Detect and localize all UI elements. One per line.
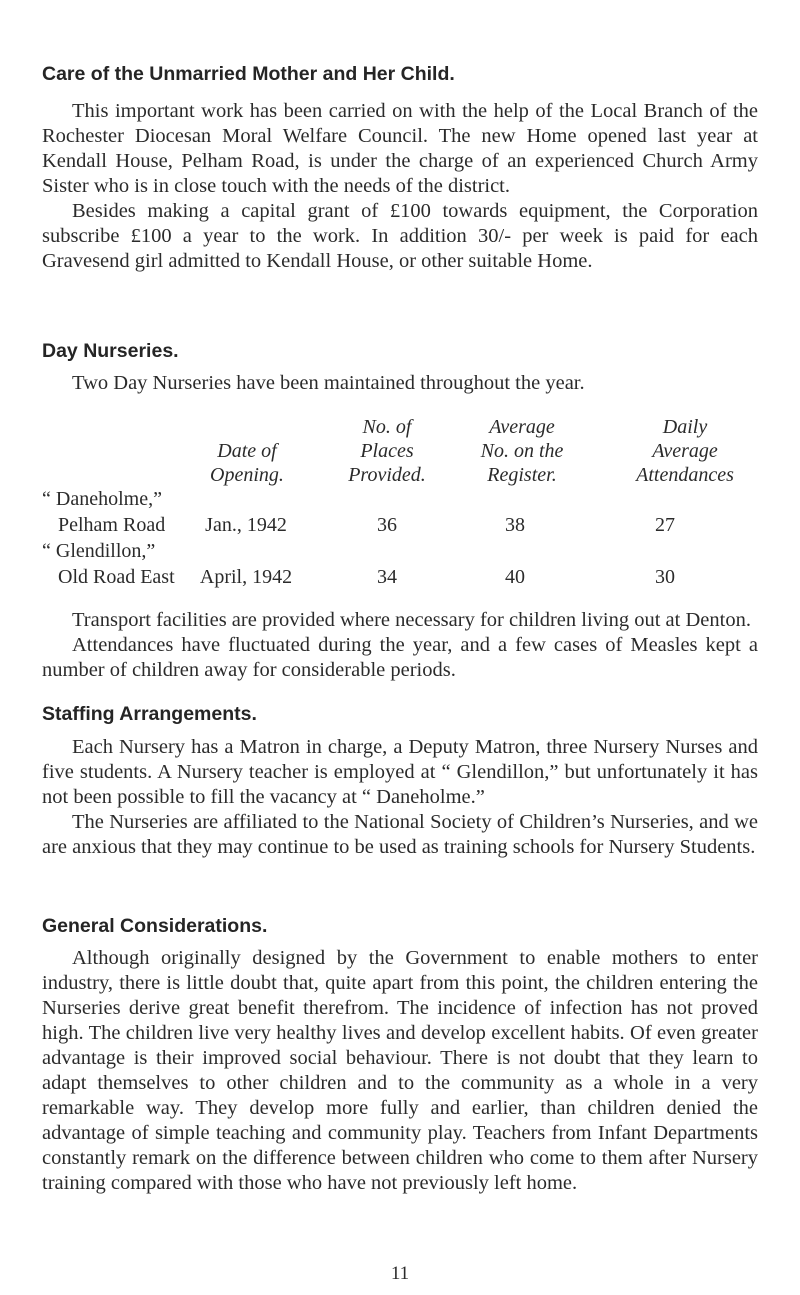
row1-name-line2: Pelham Road [58, 514, 166, 536]
col-header-average-line1: Average [489, 416, 555, 438]
col-header-date-line2: Opening. [210, 464, 284, 486]
page-number: 11 [390, 1263, 410, 1284]
row2-date: April, 1942 [199, 566, 293, 588]
col-header-average-line2: No. on the [480, 440, 564, 462]
row1-places: 36 [377, 514, 397, 536]
staffing-heading: Staffing Arrangements. [42, 703, 257, 725]
row2-name-line2: Old Road East [58, 566, 175, 588]
col-header-places-line3: Provided. [348, 464, 426, 486]
row1-date: Jan., 1942 [205, 514, 287, 536]
day-nurseries-body [42, 371, 758, 396]
general-heading: General Considerations. [42, 915, 268, 937]
row2-daily: 30 [655, 566, 675, 588]
row1-name-line1: “ Daneholme,” [42, 488, 162, 510]
general-paragraph: Although originally designed by the Government to enable mothers to enter industry, there is little doubt that, quite apart from this point, the children entering the Nurseries derive great benefit therefrom. The incidence of infection has not proved high. The children live very healthy lives and develop excellent habits. Of even greater advantage is their improved social behaviour. There is not doubt that they learn to adapt themselves to other children and to the community as a whole in a very remarkable way. They develop more fully and earlier, than children denied the advantage of simple teaching and community play. Teachers from Infant Departments constantly remark on the difference between children who come to them after Nursery training compared with those who have not previously left home. [42, 947, 758, 1194]
staffing-paragraph-1: Each Nursery has a Matron in charge, a Deputy Matron, three Nursery Nurses and five students. A Nursery teacher is employed at “ Glendillon,” but unfortunately it has not been possible to fill the vacancy at “ Daneholme.” [42, 736, 758, 808]
care-paragraph-2: Besides making a capital grant of £100 towards equipment, the Corporation subscribe £100 a year to the work. In addition 30/- per week is paid for each Gravesend girl admitted to Kendall House, or other suitable Home. [42, 200, 758, 272]
col-header-daily-line3: Attendances [636, 464, 734, 486]
general-section-body [42, 946, 758, 1196]
transport-paragraph-1: Transport facilities are provided where necessary for children living out at Denton. [72, 609, 751, 631]
care-section-body [42, 99, 758, 274]
care-heading: Care of the Unmarried Mother and Her Child. [42, 63, 455, 85]
row2-places: 34 [377, 566, 397, 588]
col-header-daily-line1: Daily [662, 416, 708, 438]
row2-name-line1: “ Glendillon,” [42, 540, 156, 562]
row2-average: 40 [505, 566, 525, 588]
staffing-section-body [42, 735, 758, 860]
transport-paragraph-2: Attendances have fluctuated during the year, and a few cases of Measles kept a number of children away for considerable periods. [42, 634, 758, 681]
day-nurseries-heading: Day Nurseries. [42, 340, 179, 362]
care-paragraph-1: This important work has been carried on with the help of the Local Branch of the Rochester Diocesan Moral Welfare Council. The new Home opened last year at Kendall House, Pelham Road, is under the charge of an experienced Church Army Sister who is in close touch with the needs of the district. [42, 100, 758, 197]
staffing-paragraph-2: The Nurseries are affiliated to the National Society of Children’s Nurseries, and we are anxious that they may continue to be used as training schools for Nursery Students. [42, 811, 758, 858]
col-header-average-line3: Register. [487, 464, 557, 486]
transport-section-body [42, 608, 758, 683]
col-header-date-line1: Date of [217, 440, 277, 462]
day-nurseries-paragraph: Two Day Nurseries have been maintained throughout the year. [72, 372, 585, 394]
row1-daily: 27 [655, 514, 675, 536]
col-header-places-line2: Places [360, 440, 414, 462]
col-header-daily-line2: Average [652, 440, 718, 462]
row1-average: 38 [505, 514, 525, 536]
col-header-places-line1: No. of [362, 416, 412, 438]
